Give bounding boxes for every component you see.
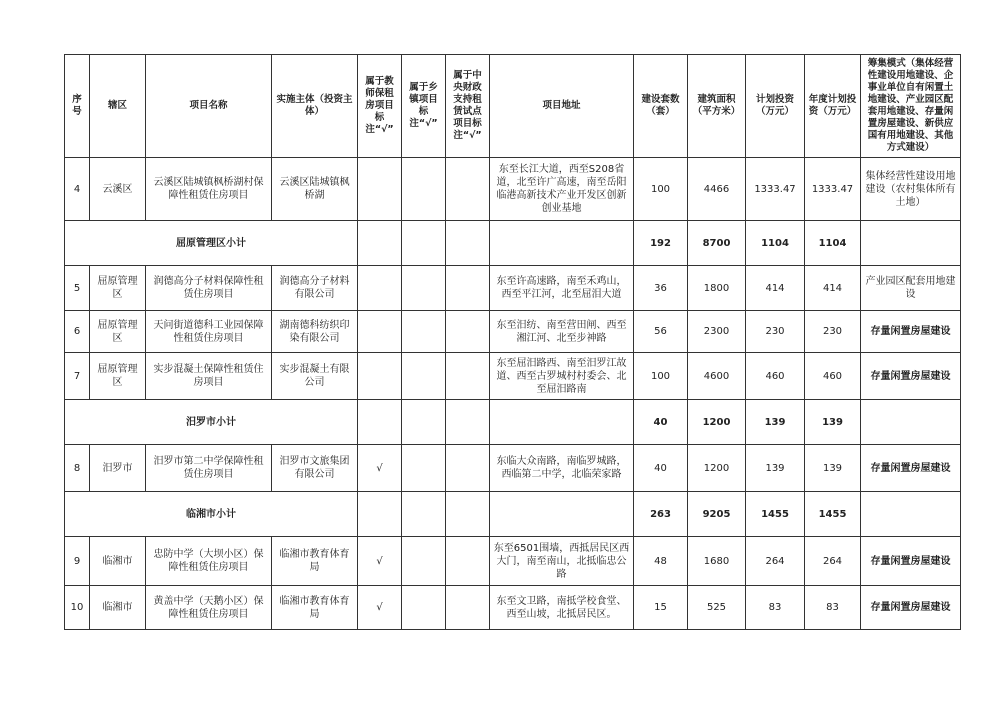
table-row: [65, 537, 961, 586]
cell-year-investment: 83: [805, 586, 861, 630]
cell-units: 48: [634, 537, 688, 586]
cell-teacher: √: [358, 537, 402, 586]
cell-entity: 云溪区陆城镇枫桥湖: [272, 158, 358, 221]
cell-town: [402, 266, 446, 311]
cell-entity: 润德高分子材料有限公司: [272, 266, 358, 311]
cell-project-name: 汨罗市第二中学保障性租赁住房项目: [146, 445, 272, 492]
cell-town: [402, 158, 446, 221]
subtotal-row: [65, 221, 961, 266]
cell-plan-investment: 139: [746, 445, 805, 492]
cell-central: [446, 221, 490, 266]
cell-units: 15: [634, 586, 688, 630]
cell-town: [402, 445, 446, 492]
cell-mode: 存量闲置房屋建设: [861, 311, 961, 353]
cell-seq: 5: [65, 266, 90, 311]
table-row: [65, 353, 961, 400]
cell-teacher: √: [358, 445, 402, 492]
cell-teacher: √: [358, 586, 402, 630]
cell-district: 屈原管理区: [90, 266, 146, 311]
cell-year-investment: 1333.47: [805, 158, 861, 221]
table-row: [65, 311, 961, 353]
subtotal-row: [65, 400, 961, 445]
cell-district: 云溪区: [90, 158, 146, 221]
cell-mode: 存量闲置房屋建设: [861, 537, 961, 586]
cell-seq: 10: [65, 586, 90, 630]
cell-year-investment: 264: [805, 537, 861, 586]
cell-seq: 7: [65, 353, 90, 400]
cell-district: 临湘市: [90, 586, 146, 630]
cell-district: 汨罗市: [90, 445, 146, 492]
subtotal-label: 临湘市小计: [65, 492, 358, 537]
cell-address: 东至许高速路，南至禾鸡山，西至平江河，北至屈泪大道: [490, 266, 634, 311]
cell-mode: 集体经营性建设用地建设（农村集体所有土地）: [861, 158, 961, 221]
cell-area: 1800: [688, 266, 746, 311]
cell-entity: 汨罗市文旅集团有限公司: [272, 445, 358, 492]
header-year-investment: 年度计划投资（万元）: [805, 55, 861, 158]
cell-town: [402, 586, 446, 630]
header-units: 建设套数（套）: [634, 55, 688, 158]
header-row: [65, 55, 961, 158]
header-teacher: 属于教师保租房项目标注“√”: [358, 55, 402, 158]
cell-plan-investment: 230: [746, 311, 805, 353]
cell-central: [446, 353, 490, 400]
header-plan-investment: 计划投资（万元）: [746, 55, 805, 158]
table-row: [65, 445, 961, 492]
cell-seq: 6: [65, 311, 90, 353]
cell-area: 1680: [688, 537, 746, 586]
cell-units: 100: [634, 158, 688, 221]
cell-plan-investment: 414: [746, 266, 805, 311]
cell-plan-investment: 83: [746, 586, 805, 630]
cell-area: 1200: [688, 445, 746, 492]
cell-mode: 存量闲置房屋建设: [861, 445, 961, 492]
cell-mode: 存量闲置房屋建设: [861, 586, 961, 630]
cell-plan-investment: 1333.47: [746, 158, 805, 221]
table-row: [65, 158, 961, 221]
cell-project-name: 云溪区陆城镇枫桥湖村保障性租赁住房项目: [146, 158, 272, 221]
subtotal-label: 屈原管理区小计: [65, 221, 358, 266]
cell-entity: 临湘市教育体育局: [272, 537, 358, 586]
cell-address: [490, 221, 634, 266]
cell-teacher: [358, 158, 402, 221]
cell-central: [446, 311, 490, 353]
cell-address: 东至6501围墙，西抵居民区西大门，南至南山，北抵临忠公路: [490, 537, 634, 586]
cell-district: 临湘市: [90, 537, 146, 586]
cell-project-name: 润德高分子材料保障性租赁住房项目: [146, 266, 272, 311]
cell-area: 525: [688, 586, 746, 630]
cell-teacher: [358, 221, 402, 266]
cell-mode: 产业园区配套用地建设: [861, 266, 961, 311]
cell-units: 100: [634, 353, 688, 400]
subtotal-area: 8700: [688, 221, 746, 266]
cell-town: [402, 537, 446, 586]
cell-town: [402, 353, 446, 400]
header-town: 属于乡镇项目标注“√”: [402, 55, 446, 158]
cell-central: [446, 158, 490, 221]
header-district: 辖区: [90, 55, 146, 158]
header-seq: 序号: [65, 55, 90, 158]
cell-mode: [861, 400, 961, 445]
cell-address: 东至汨纺、南至营田闸、西至湘江河、北至步神路: [490, 311, 634, 353]
cell-entity: 实步混凝土有限公司: [272, 353, 358, 400]
cell-district: 屈原管理区: [90, 353, 146, 400]
header-area: 建筑面积（平方米）: [688, 55, 746, 158]
cell-central: [446, 586, 490, 630]
project-table: [64, 54, 961, 630]
cell-project-name: 天问街道德科工业园保障性租赁住房项目: [146, 311, 272, 353]
cell-address: [490, 492, 634, 537]
cell-teacher: [358, 266, 402, 311]
subtotal-year-investment: 1455: [805, 492, 861, 537]
header-address: 项目地址: [490, 55, 634, 158]
cell-area: 4466: [688, 158, 746, 221]
cell-area: 2300: [688, 311, 746, 353]
cell-address: [490, 400, 634, 445]
cell-central: [446, 492, 490, 537]
cell-entity: 湖南德科纺织印染有限公司: [272, 311, 358, 353]
cell-mode: [861, 221, 961, 266]
cell-seq: 4: [65, 158, 90, 221]
cell-project-name: 忠防中学（大坝小区）保障性租赁住房项目: [146, 537, 272, 586]
subtotal-year-investment: 139: [805, 400, 861, 445]
subtotal-units: 40: [634, 400, 688, 445]
subtotal-year-investment: 1104: [805, 221, 861, 266]
subtotal-row: [65, 492, 961, 537]
subtotal-units: 263: [634, 492, 688, 537]
cell-address: 东临大众南路，南临罗城路，西临第二中学，北临荣家路: [490, 445, 634, 492]
cell-teacher: [358, 400, 402, 445]
header-entity: 实施主体（投资主体）: [272, 55, 358, 158]
cell-teacher: [358, 492, 402, 537]
header-project-name: 项目名称: [146, 55, 272, 158]
cell-mode: 存量闲置房屋建设: [861, 353, 961, 400]
subtotal-area: 1200: [688, 400, 746, 445]
subtotal-plan-investment: 1455: [746, 492, 805, 537]
subtotal-plan-investment: 1104: [746, 221, 805, 266]
subtotal-label: 汨罗市小计: [65, 400, 358, 445]
table-row: [65, 266, 961, 311]
subtotal-area: 9205: [688, 492, 746, 537]
cell-town: [402, 492, 446, 537]
cell-year-investment: 139: [805, 445, 861, 492]
cell-teacher: [358, 311, 402, 353]
cell-seq: 9: [65, 537, 90, 586]
cell-district: 屈原管理区: [90, 311, 146, 353]
cell-mode: [861, 492, 961, 537]
header-central: 属于中央财政支持租赁试点项目标注“√”: [446, 55, 490, 158]
cell-address: 东至屈汨路西、南至汨罗江故道、西至古罗城村村委会、北至屈汨路南: [490, 353, 634, 400]
cell-year-investment: 230: [805, 311, 861, 353]
cell-central: [446, 400, 490, 445]
cell-address: 东至长江大道，西至S208省道，北至许广高速，南至岳阳临港高新技术产业开发区创新创业基地: [490, 158, 634, 221]
cell-central: [446, 445, 490, 492]
cell-address: 东至文卫路，南抵学校食堂、西至山坡，北抵居民区。: [490, 586, 634, 630]
table-row: [65, 586, 961, 630]
subtotal-units: 192: [634, 221, 688, 266]
header-mode: 筹集模式（集体经营性建设用地建设、企事业单位自有闲置土地建设、产业园区配套用地建设、存量闲置房屋建设、新供应国有用地建设、其他方式建设）: [861, 55, 961, 158]
cell-project-name: 实步混凝土保障性租赁住房项目: [146, 353, 272, 400]
cell-area: 4600: [688, 353, 746, 400]
cell-plan-investment: 264: [746, 537, 805, 586]
cell-teacher: [358, 353, 402, 400]
cell-year-investment: 460: [805, 353, 861, 400]
cell-year-investment: 414: [805, 266, 861, 311]
cell-units: 40: [634, 445, 688, 492]
cell-units: 56: [634, 311, 688, 353]
cell-seq: 8: [65, 445, 90, 492]
cell-central: [446, 266, 490, 311]
cell-central: [446, 537, 490, 586]
cell-plan-investment: 460: [746, 353, 805, 400]
cell-units: 36: [634, 266, 688, 311]
cell-project-name: 黄盖中学（天鹅小区）保障性租赁住房项目: [146, 586, 272, 630]
cell-town: [402, 311, 446, 353]
subtotal-plan-investment: 139: [746, 400, 805, 445]
cell-town: [402, 221, 446, 266]
cell-town: [402, 400, 446, 445]
cell-entity: 临湘市教育体育局: [272, 586, 358, 630]
